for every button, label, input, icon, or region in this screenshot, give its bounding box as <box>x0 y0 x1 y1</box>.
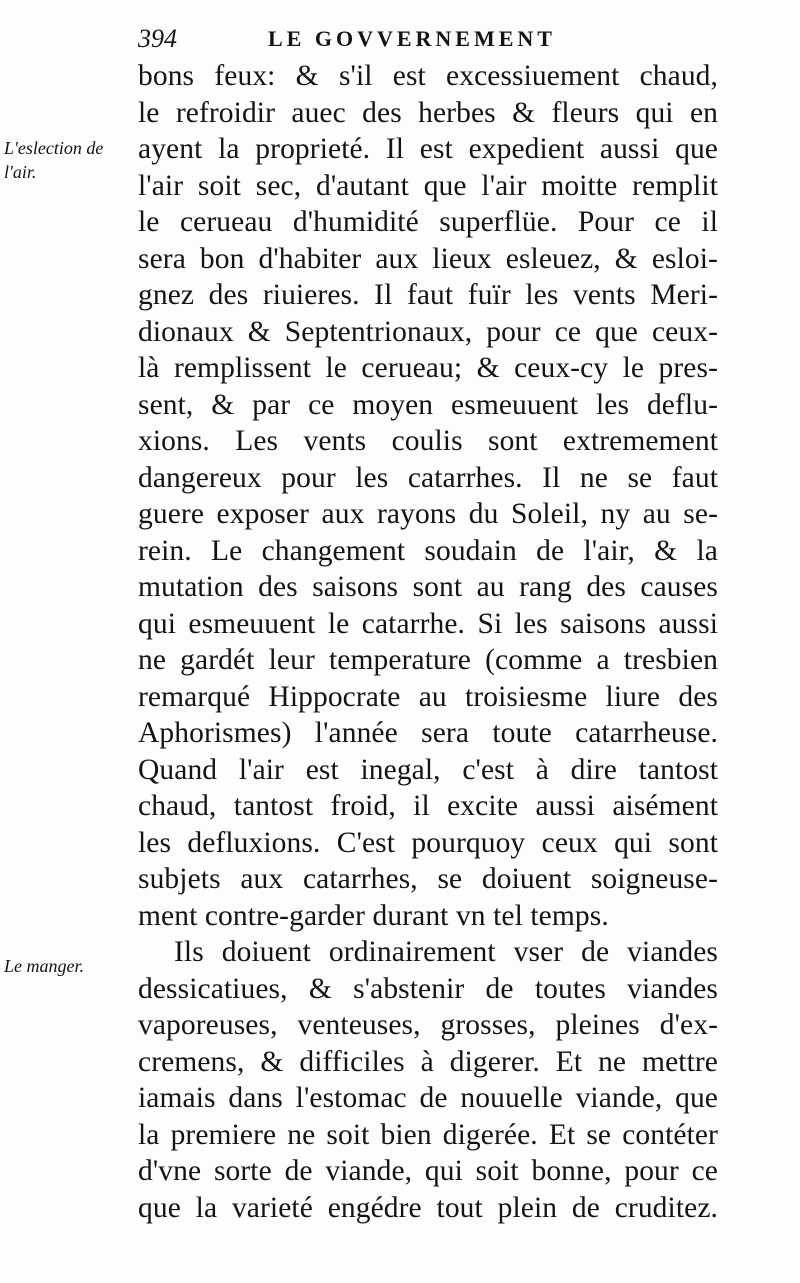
text-line: dionaux & Septentrionaux, pour ce que ceux- <box>138 315 718 348</box>
text-line: le cerueau d'humidité superflüe. Pour ce il <box>138 206 718 238</box>
margin-note-manger <box>4 954 84 978</box>
text-line: guere exposer aux rayons du Soleil, ny au se- <box>138 498 718 530</box>
margin-note-line: l'air. <box>4 162 37 182</box>
text-line: ment contre-garder durant vn tel temps. <box>138 899 609 932</box>
text-line: iamais dans l'estomac de nouuelle viande, que <box>138 1082 718 1114</box>
text-line: ayent la proprieté. Il est expedient aussi que <box>138 133 718 165</box>
text-line: que la varieté engédre tout plein de cruditez. <box>138 1191 718 1224</box>
text-line: vaporeuses, venteuses, grosses, pleines d'ex- <box>138 1009 718 1041</box>
text-line: qui esmeuuent le catarrhe. Si les saisons aussi <box>138 607 718 640</box>
text-line: chaud, tantost froid, il excite aussi aisément <box>138 790 718 822</box>
text-line: subjets aux catarrhes, se doiuent soigneuse- <box>138 863 718 895</box>
margin-note-line: L'eslection de <box>4 138 104 158</box>
text-line: gnez des riuieres. Il faut fuïr les vents Meri- <box>138 279 718 311</box>
text-line: remarqué Hippocrate au troisiesme liure des <box>138 680 718 713</box>
bleed-through-text <box>40 382 45 404</box>
text-line: cremens, & difficiles à digerer. Et ne mettre <box>138 1045 718 1078</box>
text-line: là remplissent le cerueau; & ceux-cy le pres- <box>138 352 718 384</box>
text-line: Quand l'air est inegal, c'est à dire tantost <box>138 753 718 786</box>
text-line: bons feux: & s'il est excessiuement chaud, <box>138 60 718 92</box>
text-line: rein. Le changement soudain de l'air, & la <box>138 534 718 567</box>
text-line: la premiere ne soit bien digerée. Et se contéter <box>138 1118 718 1151</box>
running-head: LE GOVVERNEMENT <box>268 26 556 51</box>
page-number: 394 <box>138 24 177 53</box>
page-header <box>138 22 738 56</box>
text-line: les defluxions. C'est pourquoy ceux qui sont <box>138 826 718 859</box>
text-line: xions. Les vents coulis sont extremement <box>138 425 718 457</box>
text-line: ne gardét leur temperature (comme a tresbien <box>138 644 718 676</box>
text-line: Ils doiuent ordinairement vser de viandes <box>174 936 718 968</box>
margin-note-air <box>4 136 103 184</box>
text-line: sera bon d'habiter aux lieux esleuez, & esloi- <box>138 242 718 275</box>
text-line: dessicatiues, & s'abstenir de toutes viandes <box>138 972 718 1005</box>
text-line: mutation des saisons sont au rang des causes <box>138 571 718 603</box>
text-line: l'air soit sec, d'autant que l'air moitte remplit <box>138 169 718 202</box>
text-line: sent, & par ce moyen esmeuuent les deflu- <box>138 388 718 421</box>
text-line: dangereux pour les catarrhes. Il ne se faut <box>138 461 718 494</box>
text-line: le refroidir auec des herbes & fleurs qui en <box>138 96 718 129</box>
text-line: d'vne sorte de viande, qui soit bonne, pour ce <box>138 1155 718 1187</box>
margin-note-line: Le manger. <box>4 956 84 976</box>
body-text <box>138 58 718 1226</box>
text-line: Aphorismes) l'année sera toute catarrheuse. <box>138 717 718 749</box>
